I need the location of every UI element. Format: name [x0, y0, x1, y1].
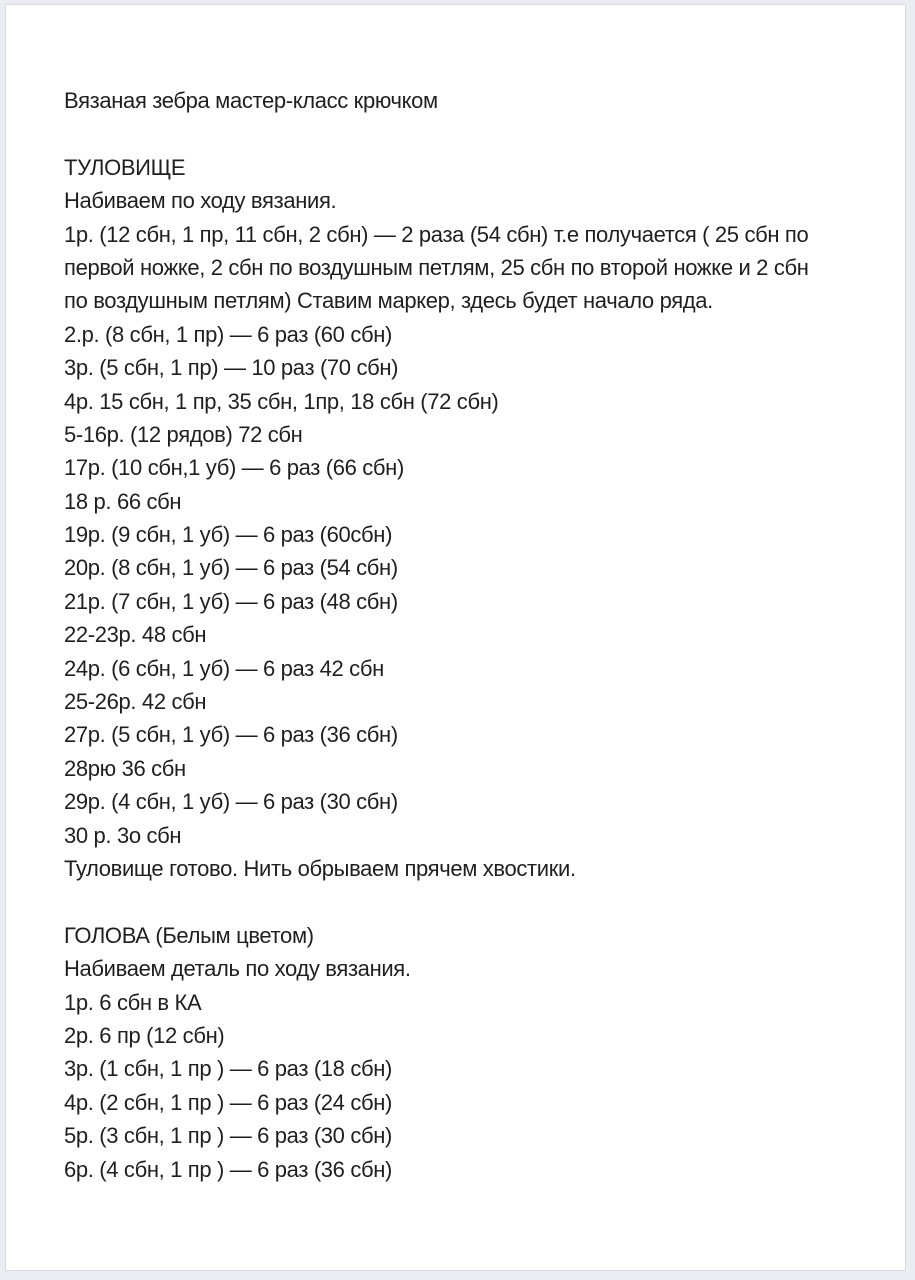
text-line: 17р. (10 сбн,1 уб) — 6 раз (66 сбн): [64, 455, 404, 481]
document-page: [5, 4, 906, 1271]
text-line: 1р. 6 сбн в КА: [64, 989, 202, 1015]
text-line: 1р. (12 сбн, 1 пр, 11 сбн, 2 сбн) — 2 раза (54 сбн) т.е получается ( 25 сбн по: [64, 221, 809, 247]
text-line: по воздушным петлям) Ставим маркер, здесь будет начало ряда.: [64, 288, 713, 314]
text-line: Туловище готово. Нить обрываем прячем хвостики.: [64, 855, 576, 881]
text-line: 30 р. 3о сбн: [64, 822, 182, 848]
text-line: 4р. (2 сбн, 1 пр ) — 6 раз (24 сбн): [64, 1089, 393, 1115]
section-body-heading: ТУЛОВИЩЕ: [64, 154, 186, 180]
text-line: 5-16р. (12 рядов) 72 сбн: [64, 421, 303, 447]
document-content: [64, 84, 891, 1186]
text-line: 3р. (5 сбн, 1 пр) — 10 раз (70 сбн): [64, 355, 399, 381]
text-line: первой ножке, 2 сбн по воздушным петлям, 25 сбн по второй ножке и 2 сбн: [64, 254, 809, 280]
text-line: 18 р. 66 сбн: [64, 488, 182, 514]
section-body-lines: [64, 184, 891, 885]
document-title: Вязаная зебра мастер-класс крючком: [64, 88, 438, 113]
text-line: 2.р. (8 сбн, 1 пр) — 6 раз (60 сбн): [64, 321, 393, 347]
text-line: 4р. 15 сбн, 1 пр, 35 сбн, 1пр, 18 сбн (72 сбн): [64, 388, 499, 414]
text-line: 24р. (6 сбн, 1 уб) — 6 раз 42 сбн: [64, 655, 384, 681]
text-line: 19р. (9 сбн, 1 уб) — 6 раз (60сбн): [64, 522, 393, 548]
text-line: 2р. 6 пр (12 сбн): [64, 1022, 225, 1048]
text-line: 29р. (4 сбн, 1 уб) — 6 раз (30 сбн): [64, 789, 398, 815]
text-line: Набиваем деталь по ходу вязания.: [64, 956, 411, 982]
text-line: 20р. (8 сбн, 1 уб) — 6 раз (54 сбн): [64, 555, 398, 581]
text-line: 28рю 36 сбн: [64, 755, 186, 781]
text-line: 6р. (4 сбн, 1 пр ) — 6 раз (36 сбн): [64, 1156, 393, 1182]
section-head-heading: ГОЛОВА (Белым цветом): [64, 922, 314, 948]
section-head: [64, 919, 891, 1186]
text-line: Набиваем по ходу вязания.: [64, 188, 337, 214]
text-line: 22-23р. 48 сбн: [64, 622, 207, 648]
text-line: 25-26р. 42 сбн: [64, 689, 207, 715]
text-line: 27р. (5 сбн, 1 уб) — 6 раз (36 сбн): [64, 722, 398, 748]
text-line: 3р. (1 сбн, 1 пр ) — 6 раз (18 сбн): [64, 1056, 393, 1082]
section-head-lines: [64, 952, 891, 1186]
text-line: 5р. (3 сбн, 1 пр ) — 6 раз (30 сбн): [64, 1123, 393, 1149]
text-line: 21р. (7 сбн, 1 уб) — 6 раз (48 сбн): [64, 588, 398, 614]
section-body: [64, 151, 891, 886]
